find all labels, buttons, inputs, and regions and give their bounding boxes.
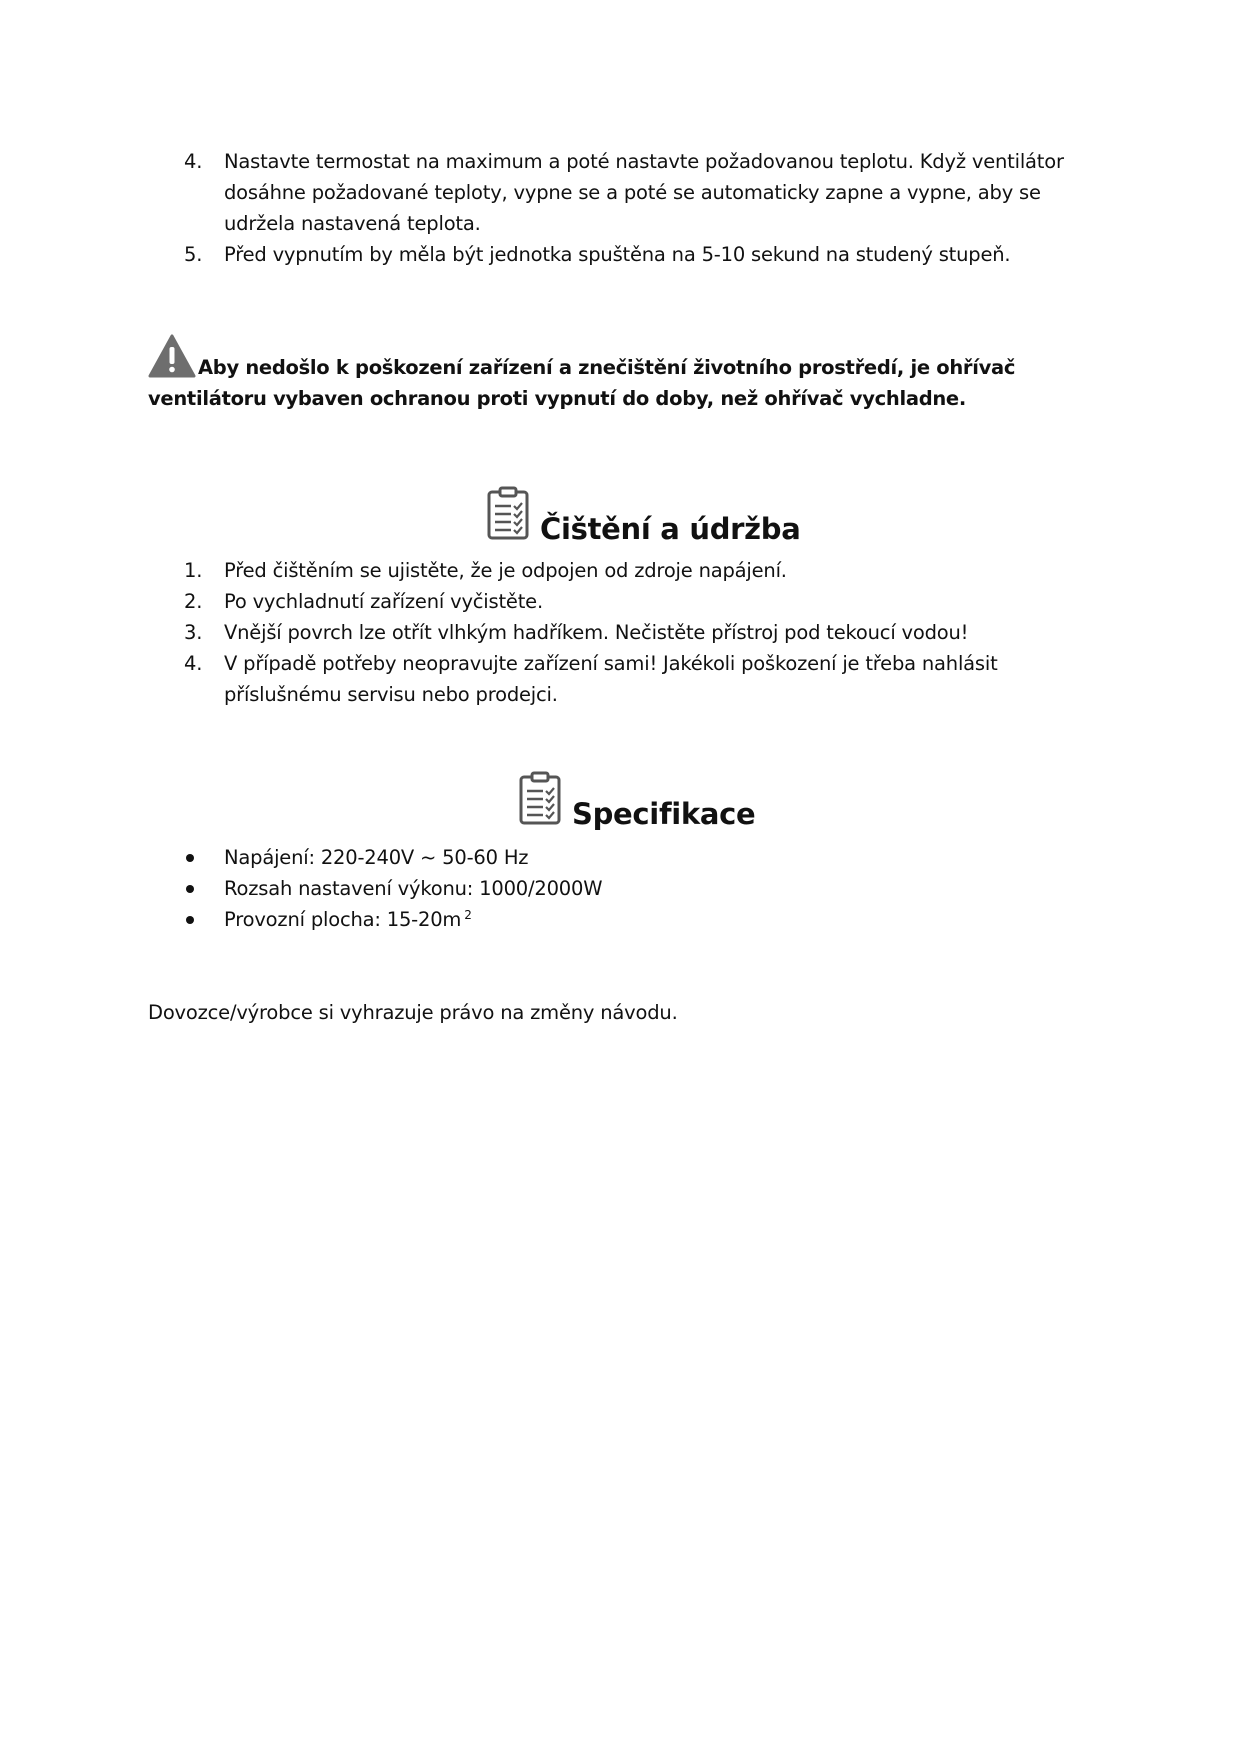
list-item-number: 1. (184, 559, 203, 582)
list-item-number: 4. (184, 652, 203, 675)
list-item-number: 2. (184, 590, 203, 613)
bullet-icon (186, 854, 194, 862)
list-item-text: Nastavte termostat na maximum a poté nastavte požadovanou teplotu. Když ventilátor dosáhne požadované teploty, vypne se a poté se automaticky zapne a vypne, aby se udržela nastavená teplota. (224, 150, 1064, 235)
manufacturer-note: Dovozce/výrobce si vyhrazuje právo na změny návodu. (148, 1001, 678, 1024)
bullet-icon (186, 916, 194, 924)
cleaning-steps-list (148, 555, 1108, 710)
superscript: 2 (464, 907, 472, 922)
specifications-heading: Specifikace (572, 797, 756, 831)
list-item-text: Po vychladnutí zařízení vyčistěte. (224, 590, 543, 613)
list-item (148, 146, 1108, 239)
specifications-list (148, 842, 1108, 935)
bullet-icon (186, 885, 194, 893)
list-item-text: Vnější povrch lze otřít vlhkým hadříkem. Nečistěte přístroj pod tekoucí vodou! (224, 621, 969, 644)
warning-paragraph (148, 334, 1108, 414)
list-item (148, 648, 1108, 710)
list-item (148, 586, 1108, 617)
clipboard-checklist-icon (518, 771, 562, 825)
list-item (148, 617, 1108, 648)
list-item-text: V případě potřeby neopravujte zařízení sami! Jakékoli poškození je třeba nahlásit příslušnému servisu nebo prodejci. (224, 652, 998, 706)
operation-steps-list (148, 146, 1108, 270)
list-item-text: Před čištěním se ujistěte, že je odpojen od zdroje napájení. (224, 559, 787, 582)
list-item-text: Napájení: 220-240V ~ 50-60 Hz (224, 846, 529, 869)
list-item-number: 4. (184, 150, 203, 173)
warning-text: Aby nedošlo k poškození zařízení a znečištění životního prostředí, je ohřívač ventilátoru vybaven ochranou proti vypnutí do doby, než ohřívač vychladne. (148, 356, 1016, 410)
cleaning-heading: Čištění a údržba (540, 512, 801, 546)
list-item (148, 555, 1108, 586)
list-item (148, 904, 1108, 935)
list-item-number: 3. (184, 621, 203, 644)
list-item-text: Provozní plocha: 15-20m (224, 908, 462, 931)
list-item-text: Rozsah nastavení výkonu: 1000/2000W (224, 877, 603, 900)
warning-triangle-icon (148, 334, 196, 378)
list-item (148, 239, 1108, 270)
list-item-number: 5. (184, 243, 203, 266)
list-item (148, 873, 1108, 904)
list-item (148, 842, 1108, 873)
clipboard-checklist-icon (486, 486, 530, 540)
list-item-text: Před vypnutím by měla být jednotka spuštěna na 5-10 sekund na studený stupeň. (224, 243, 1011, 266)
